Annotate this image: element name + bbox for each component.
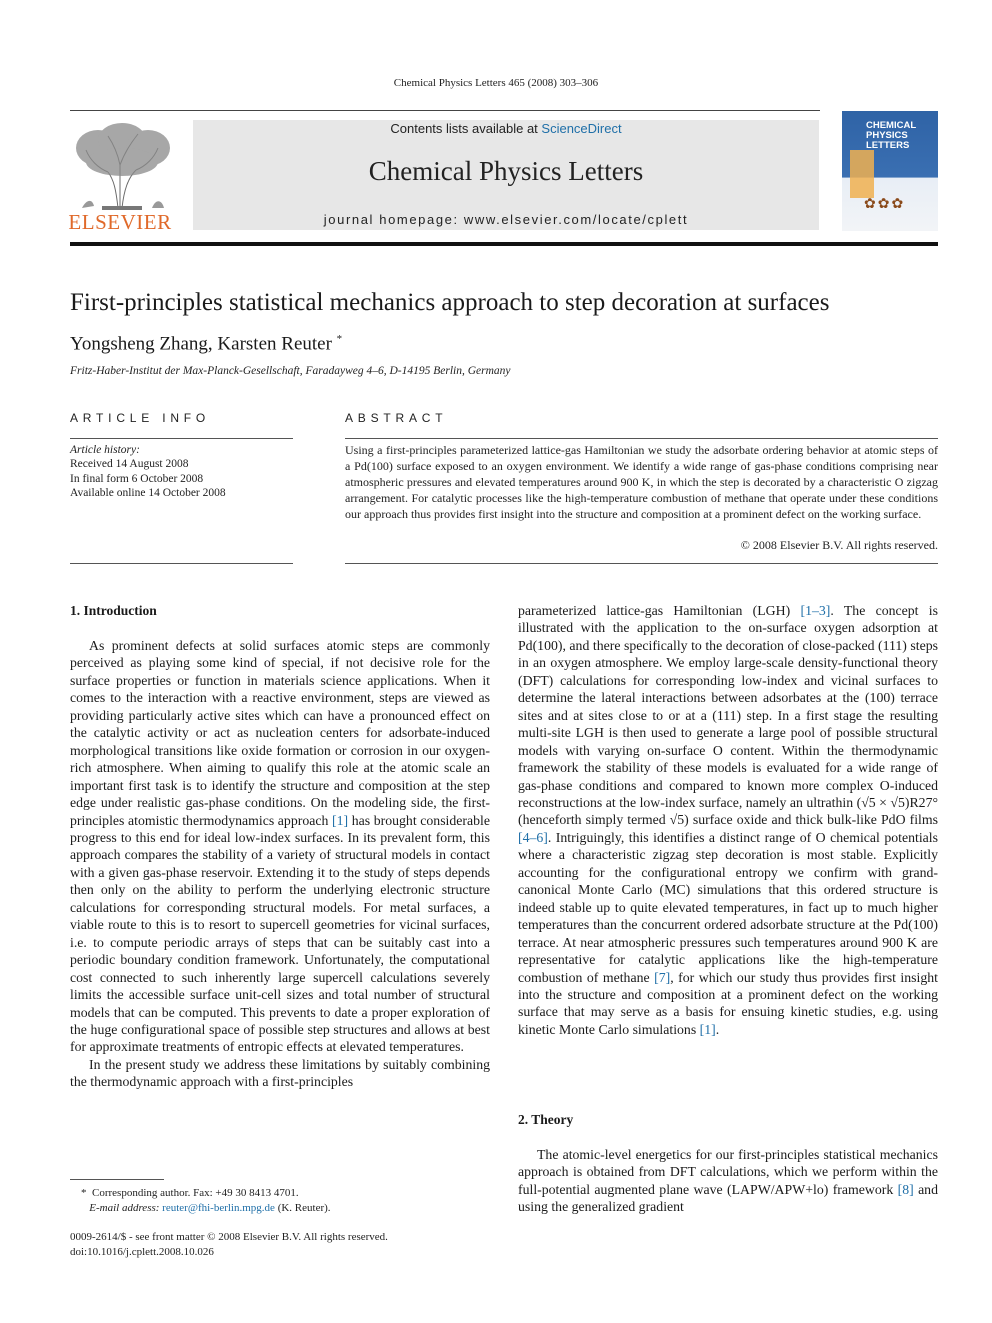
theory-column: [518, 1146, 938, 1216]
introduction-heading: 1. Introduction: [70, 603, 157, 618]
journal-citation: Chemical Physics Letters 465 (2008) 303–306: [393, 77, 599, 89]
doi-line: doi:10.1016/j.cplett.2008.10.026: [70, 1245, 214, 1258]
contents-prefix: Contents lists available at: [390, 121, 542, 136]
final-form-date: In final form 6 October 2008: [70, 472, 204, 485]
right-p1-text-c: . Intriguingly, this identifies a distinct range of O chemical potentials where a characteristic zigzag step decoration is most stable. Explicitly accounting for the configurational entropy we confirm with grand-canonical Monte Carlo (MC) simulations that this ordered structure is indeed stable up to quite elevated temperatures, in fact up to much higher temperatures than the concurrent ordered adsorbate structure at the Pd(100) terrace. At near atmospheric pressures such temperatures around 900 K are representative for catalytic applications like the high-temperature combustion of methane: [518, 829, 938, 985]
online-date: Available online 14 October 2008: [70, 486, 226, 499]
left-column: [70, 637, 490, 1091]
author-affiliation: Fritz-Haber-Institut der Max-Planck-Gesellschaft, Faradayweg 4–6, D-14195 Berlin, Germany: [70, 365, 511, 377]
right-p1-text-d: , for which our study thus provides first insight into the structure and composition at a prominent defect on the working surface that may serve as a basis for ensuing kinetic studies, e.g. using kinetic Monte Carlo simulations: [518, 969, 938, 1037]
article-authors: [70, 333, 670, 355]
article-info-rule-top: [70, 438, 293, 439]
journal-homepage[interactable]: journal homepage: www.elsevier.com/locate/cplett: [323, 212, 689, 227]
abstract-text: Using a first-principles parameterized lattice-gas Hamiltonian we study the adsorbate ordering behavior at atomic steps of a Pd(100) surface exposed to an oxygen environment. We identify a wide range of gas-phase conditions comprising near atmospheric pressures and elevated temperatures around 900 K, in which the step is decorated by a characteristic O zigzag arrangement. For catalytic processes like the high-temperature combustion of methane that operate under these conditions our approach thus provides first insight into the structure and composition at a prominent defect on the working surface.: [345, 443, 938, 521]
footnote-mark: *: [81, 1187, 87, 1199]
footnote-corresponding: Corresponding author. Fax: +49 30 8413 4701.: [92, 1187, 299, 1199]
footnote-rule: [70, 1179, 164, 1180]
theory-p1-text-a: The atomic-level energetics for our first-principles statistical mechanics approach is obtained from DFT calculations, which we perform within the full-potential augmented plane wave (LAPW/APW+lo) framework: [518, 1147, 938, 1197]
theory-paragraph-1: [518, 1146, 938, 1216]
author-names: Yongsheng Zhang, Karsten Reuter: [70, 333, 332, 355]
cover-title: CHEMICAL PHYSICS LETTERS: [866, 120, 916, 151]
sciencedirect-link[interactable]: ScienceDirect: [541, 121, 622, 136]
article-title: First-principles statistical mechanics approach to step decoration at surfaces: [70, 289, 830, 316]
theory-p1-text-b: and using the generalized gradient: [518, 1181, 938, 1215]
ref-link-1b[interactable]: [1]: [699, 1021, 716, 1037]
intro-p1-text-b: has brought considerable progress to this end for ideal low-index surfaces. In its prevalent form, this approach compares the stability of a variety of structural models in contact with a given gas-phase reservoir. Extending it to the study of steps depends then only on the ability to perform the underlying electronic structure calculations for corresponding structural models. For metal surfaces, a viable route to this is to resort to supercell geometries for vicinal surfaces, i.e. to compute periodic arrays of steps that can be suitably cast into a periodic boundary condition framework. Unfortunately, the computational cost connected to such inherently large supercell calculations severely limits the accessible surface unit-cell sizes and total number of structural models that can be computed. This prevents to date a proper exploration of the huge configurational space of possible step structures and allows at best for approximate treatments of entropic effects at elevated temperatures.: [70, 812, 490, 1055]
theory-heading: 2. Theory: [518, 1112, 574, 1127]
footnote-line-2: [70, 1201, 490, 1216]
right-p1-text-e: .: [715, 1021, 720, 1037]
intro-paragraph-1: [70, 637, 490, 1056]
received-date: Received 14 August 2008: [70, 458, 189, 471]
cover-accent: [850, 150, 874, 198]
ref-link-1[interactable]: [1]: [332, 812, 349, 828]
ref-link-8[interactable]: [8]: [897, 1181, 914, 1197]
contents-line: [193, 121, 819, 136]
journal-name: Chemical Physics Letters: [368, 156, 644, 186]
abstract-heading: ABSTRACT: [345, 411, 448, 425]
ref-link-4-6[interactable]: [4–6]: [518, 829, 548, 845]
header-thick-rule: [70, 242, 938, 246]
email-label: E-mail address:: [89, 1201, 160, 1214]
abstract-rule-bottom: [345, 563, 938, 564]
right-p1-text-a: parameterized lattice-gas Hamiltonian (LGH): [518, 603, 791, 618]
header-rule: [70, 110, 820, 111]
elsevier-wordmark: ELSEVIER: [68, 210, 172, 234]
intro-paragraph-2: In the present study we address these limitations by suitably combining the thermodynamic approach with a first-principles: [70, 1056, 490, 1090]
issn-block: [70, 1230, 490, 1259]
abstract-rule-top: [345, 438, 938, 439]
intro-paragraph-continued: [518, 602, 938, 1038]
corresponding-mark: *: [336, 333, 343, 345]
right-column: [518, 602, 938, 1038]
article-info-rule-bottom: [70, 563, 293, 564]
footnote-line-1: [70, 1186, 490, 1201]
intro-p1-text: As prominent defects at solid surfaces atomic steps are commonly perceived as playing some kind of special, if not decisive role for the surface properties or function in materials science applications. When it comes to the interaction with a reactive environment, steps are viewed as providing particularly active sites which can have a pronounced effect on the catalytic activity or act as nucleation centers for adsorbate-induced morphological transitions like oxide formation or corrosion in our oxygen-rich atmosphere. When aiming to qualify this role at the atomic scale an important first task is to identify the structure and composition at the step edge under realistic gas-phase conditions. On the modeling side, the first-principles atomistic thermodynamics approach: [70, 638, 490, 828]
ref-link-7[interactable]: [7]: [654, 969, 671, 985]
email-link[interactable]: reuter@fhi-berlin.mpg.de: [162, 1201, 275, 1214]
right-p1-text-b: . The concept is illustrated with the application to the on-surface oxygen adsorption at Pd(100), and there specifically to the decoration of close-packed (111) steps in an oxygen atmosphere. We employ large-scale density-functional theory (DFT) calculations for corresponding low-index and vicinal surfaces to determine the lateral interactions between adsorbates at the (100) terrace sites and at sites close to or at a (111) step. In a first stage the resulting multi-site LGH is then used to generate a large pool of possible structural models with varying on-surface O content. Within the thermodynamic framework the stability of these models is evaluated for a wide range of gas-phase conditions and compared to known more complex O-induced reconstructions at the low-index surface, namely an ultrathin (√5 × √5)R27° (henceforth simply termed √5) surface oxide and thick bulk-like PdO films: [518, 603, 939, 828]
corresponding-footnote: [70, 1186, 490, 1215]
issn-line: 0009-2614/$ - see front matter © 2008 Elsevier B.V. All rights reserved.: [70, 1231, 388, 1243]
ref-link-1-3[interactable]: [1–3]: [800, 603, 831, 618]
abstract-copyright: © 2008 Elsevier B.V. All rights reserved.: [740, 538, 938, 552]
article-history: [70, 443, 293, 500]
article-info-heading: ARTICLE INFO: [70, 411, 211, 425]
email-suffix: (K. Reuter).: [277, 1201, 331, 1214]
cover-molecule-icons: ✿✿✿: [864, 197, 906, 212]
history-label: Article history:: [70, 444, 140, 456]
